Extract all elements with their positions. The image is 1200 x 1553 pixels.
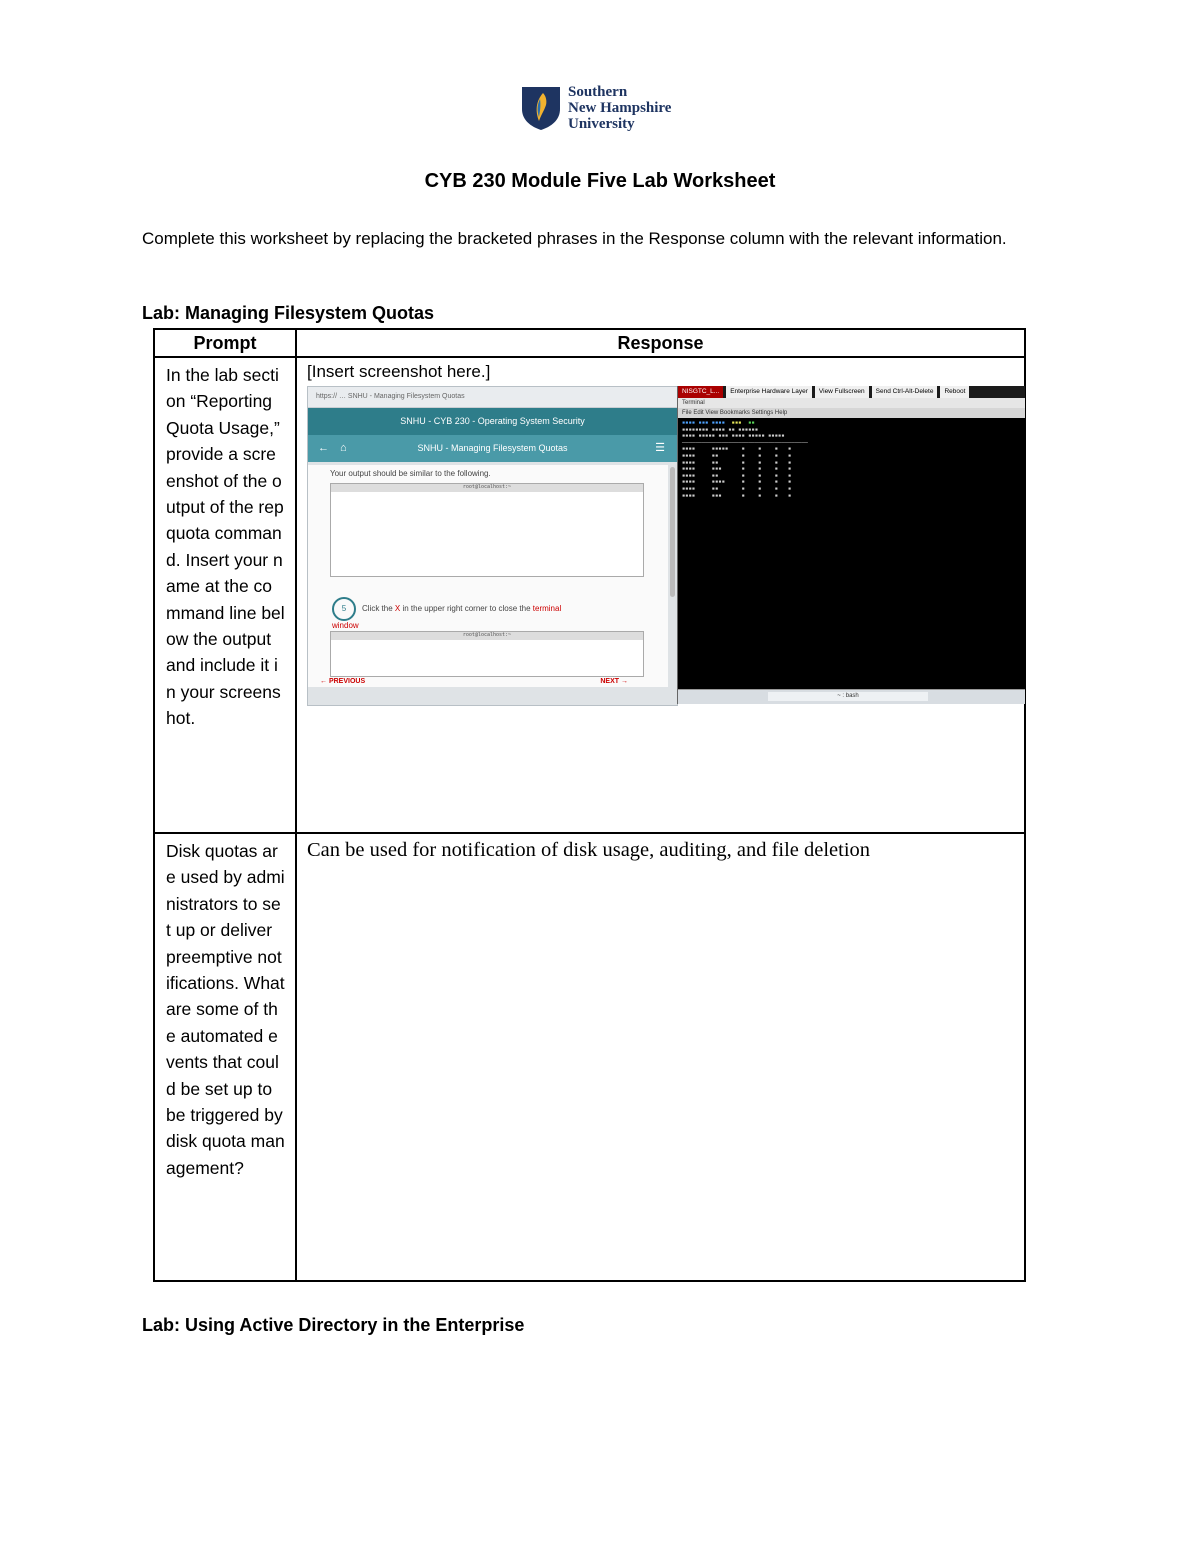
lab-step [332,597,561,630]
response-header: Response [296,329,1025,357]
lab1-heading: Lab: Managing Filesystem Quotas [142,303,435,323]
home-icon: ⌂ [340,442,347,454]
back-arrow-icon: ← [318,442,329,454]
table-row [154,357,1025,833]
scrollbar[interactable] [670,467,675,597]
logo-line-3: University [568,116,635,132]
menu-icon: ☰ [655,442,665,454]
mini-terminal-title: root@localhost:~ [331,484,643,492]
response-text: [Insert screenshot here.] [307,362,491,381]
vm-tab-2[interactable]: View Fullscreen [815,386,869,398]
lab-content [308,465,668,687]
terminal-menu: File Edit View Bookmarks Settings Help [678,408,1025,418]
taskbar-item[interactable]: ~ : bash [768,692,928,701]
vm-tab-0[interactable]: NISGTC_L... [678,386,723,398]
table-header-row [154,329,1025,357]
prompt-cell: Disk quotas are used by administrators to set up or deliver preemptive notifications. What are some of the automated events that could be set up to be triggered by disk quota management? [154,833,296,1281]
response-cell: Can be used for notification of disk usage, auditing, and file deletion [296,833,1025,1281]
terminal-pane [677,386,1025,704]
lab-browser-pane [307,386,678,706]
snhu-shield-icon [520,85,562,131]
browser-address-bar: https:// … SNHU - Managing Filesystem Quotas [308,387,677,408]
logo-line-2: New Hampshire [568,100,672,116]
lab-instruction: Your output should be similar to the following. [330,469,491,478]
step-text-b: in the upper right corner to close the [400,604,533,613]
vm-toolbar [678,386,1025,398]
lesson-header [308,435,677,462]
page-title: CYB 230 Module Five Lab Worksheet [424,170,776,192]
step-text-a: Click the [362,604,395,613]
vm-tab-3[interactable]: Send Ctrl-Alt-Delete [872,386,938,398]
mini-terminal-2 [330,631,644,677]
intro-text: Complete this worksheet by replacing the bracketed phrases in the Response column with the relevant information. [142,229,1007,248]
response-cell [296,357,1025,833]
step-text-window: window [332,621,359,630]
mini-terminal [330,483,644,577]
taskbar [678,689,1025,704]
previous-button[interactable]: ← PREVIOUS [320,678,366,685]
step-text-x: X [394,604,401,613]
lesson-title: SNHU - Managing Filesystem Quotas [417,443,568,453]
prompt-cell: In the lab section “Reporting Quota Usage,” provide a screenshot of the output of the repquota command. Insert your name at the command line below the output and include it in your screenshot. [154,357,296,833]
next-button[interactable]: NEXT → [600,678,628,685]
step-text-terminal: terminal [532,604,562,613]
vm-tab-4[interactable]: Reboot [940,386,969,398]
worksheet-table [153,328,1026,1282]
logo-wordmark [568,84,671,132]
step-number: 5 [332,597,356,621]
lab2-heading: Lab: Using Active Directory in the Enterprise [142,1315,525,1335]
embedded-screenshot [307,386,1024,706]
prompt-header: Prompt [154,329,296,357]
mini-terminal-2-title: root@localhost:~ [331,632,643,640]
vm-tab-1[interactable]: Enterprise Hardware Layer [726,386,812,398]
terminal-title: Terminal [678,398,1025,408]
course-header: SNHU - CYB 230 - Operating System Security [308,408,677,435]
terminal-output: ▪▪▪▪ ▪▪▪ ▪▪▪▪ ▪▪▪ ▪▪ ▪▪▪▪▪▪▪▪ ▪▪▪▪ ▪▪ ▪▪▪▪▪▪ ▪▪▪▪ ▪▪▪▪▪ ▪▪▪ ▪▪▪▪ ▪▪▪▪▪ ▪▪▪▪▪ ────────────────────────────────────── ▪▪▪▪ ▪▪▪▪▪ ▪ ▪ ▪ ▪ ▪▪▪▪ ▪▪ ▪ ▪ ▪ ▪ ▪▪▪▪ ▪▪ ▪ ▪ ▪ ▪ ▪▪▪▪ ▪▪▪ ▪ ▪ ▪ ▪ ▪▪▪▪ ▪▪ ▪ ▪ ▪ ▪ ▪▪▪▪ ▪▪▪▪ ▪ ▪ ▪ ▪ ▪▪▪▪ ▪▪ ▪ ▪ ▪ ▪ ▪▪▪▪ ▪▪▪ ▪ ▪ ▪ ▪ [682,420,808,499]
table-row [154,833,1025,1281]
logo-line-1: Southern [568,84,628,100]
snhu-logo [520,84,671,132]
